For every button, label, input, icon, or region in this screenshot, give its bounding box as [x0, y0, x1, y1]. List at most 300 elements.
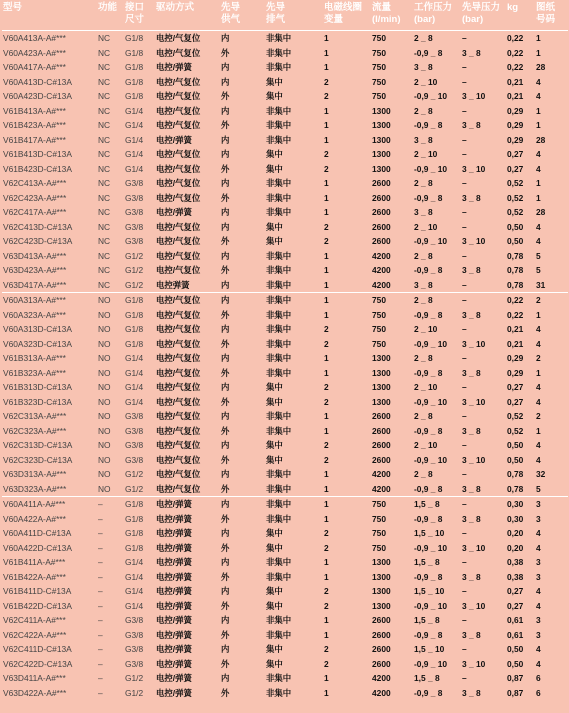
- cell-working-pressure: 2 _ 10: [414, 440, 438, 450]
- table-row: [2, 162, 568, 177]
- cell-function: NO: [98, 469, 111, 479]
- table-row: [2, 147, 568, 162]
- cell-solenoid-variant: 1: [324, 192, 329, 203]
- cell-function: –: [98, 629, 103, 640]
- cell-port-size: G1/4: [125, 586, 144, 596]
- cell-working-pressure: 3 _ 8: [414, 207, 433, 217]
- table-row: [2, 133, 568, 148]
- cell-weight: 0,27: [507, 600, 524, 611]
- cell-pilot-pressure: –: [461, 31, 506, 46]
- table-row: [2, 351, 568, 366]
- cell-drawing-number: 5: [536, 250, 541, 261]
- cell-flow: 2600: [372, 178, 391, 188]
- cell-solenoid-variant: 2: [324, 440, 329, 450]
- cell-actuation: 电控/弹簧: [156, 687, 192, 698]
- cell-working-pressure: -0,9 _ 8: [414, 47, 443, 58]
- cell-actuation: 电控/弹簧: [156, 673, 192, 683]
- cell-weight: 0,30: [506, 497, 535, 512]
- cell-flow: 4200: [372, 483, 391, 494]
- cell-model: V62C422A-A#***: [3, 629, 67, 640]
- cell-working-pressure: 1,5 _ 10: [414, 586, 445, 596]
- cell-pilot-exhaust: 非集中: [266, 324, 292, 334]
- cell-working-pressure: -0,9 _ 10: [414, 163, 448, 174]
- table-row: [2, 234, 568, 249]
- cell-actuation: 电控/弹簧: [156, 586, 192, 596]
- cell-solenoid-variant: 1: [324, 425, 329, 436]
- table-row: [2, 541, 568, 556]
- cell-drawing-number: 3: [536, 571, 541, 582]
- cell-working-pressure: 2 _ 8: [414, 411, 433, 421]
- cell-pilot-pressure: –: [462, 207, 467, 217]
- cell-solenoid-variant: 1: [324, 469, 329, 479]
- column-header-solenoid-variant: 电磁线圈 变量: [324, 2, 363, 25]
- cell-working-pressure: 2 _ 10: [414, 149, 438, 159]
- cell-solenoid-variant: 2: [324, 91, 329, 101]
- cell-weight: 0,29: [507, 353, 524, 363]
- cell-flow: 750: [371, 31, 413, 46]
- cell-weight: 0,27: [507, 586, 524, 596]
- cell-pilot-supply: 内: [221, 353, 230, 363]
- column-header-working-pressure: 工作压力 (bar): [414, 2, 453, 25]
- cell-drawing-number: 4: [536, 644, 541, 654]
- cell-flow: 750: [372, 47, 386, 58]
- cell-working-pressure: 1,5 _ 8: [414, 673, 440, 683]
- cell-function: –: [98, 600, 103, 611]
- cell-pilot-pressure: 3 _ 8: [462, 367, 481, 378]
- cell-pilot-pressure: 3 _ 10: [462, 542, 486, 553]
- cell-pilot-supply: 内: [221, 76, 230, 87]
- cell-pilot-exhaust: 非集中: [266, 353, 292, 363]
- cell-pilot-pressure: 3 _ 10: [462, 658, 486, 669]
- cell-function: NO: [98, 454, 111, 465]
- cell-pilot-exhaust: 非集中: [266, 557, 292, 567]
- cell-flow: 2600: [372, 425, 391, 436]
- cell-solenoid-variant: 2: [324, 76, 329, 87]
- cell-actuation: 电控/气复位: [156, 440, 201, 450]
- cell-pilot-exhaust: 非集中: [265, 293, 323, 308]
- cell-solenoid-variant: 1: [324, 265, 329, 275]
- cell-weight: 0,29: [507, 367, 524, 378]
- cell-pilot-exhaust: 集中: [266, 149, 283, 159]
- cell-model: V60A323D-C#13A: [3, 338, 72, 349]
- cell-pilot-exhaust: 集中: [266, 163, 283, 174]
- cell-port-size: G1/4: [125, 382, 144, 392]
- cell-pilot-pressure: –: [462, 149, 467, 159]
- cell-weight: 0,38: [507, 557, 524, 567]
- cell-model: V62C417A-A#***: [3, 207, 67, 217]
- cell-model: V62C411A-A#***: [3, 615, 66, 625]
- cell-pilot-pressure: 3 _ 8: [462, 571, 481, 582]
- cell-pilot-supply: 内: [220, 31, 265, 46]
- cell-function: –: [97, 497, 124, 512]
- cell-actuation: 电控/气复位: [156, 338, 201, 349]
- cell-pilot-pressure: –: [462, 324, 467, 334]
- cell-function: NC: [98, 47, 111, 58]
- cell-flow: 1300: [372, 163, 391, 174]
- table-row: [2, 671, 568, 686]
- table-row: [2, 467, 568, 482]
- cell-flow: 1300: [372, 149, 391, 159]
- cell-port-size: G1/2: [125, 279, 144, 290]
- cell-function: NO: [98, 411, 111, 421]
- cell-pilot-exhaust: 集中: [266, 658, 283, 669]
- cell-drawing-number: 4: [536, 396, 541, 407]
- cell-weight: 0,22: [507, 309, 524, 320]
- table-row: [2, 263, 568, 278]
- cell-actuation: 电控/气复位: [156, 411, 201, 421]
- cell-pilot-supply: 内: [221, 250, 230, 261]
- cell-solenoid-variant: 1: [324, 367, 329, 378]
- cell-function: NO: [98, 353, 111, 363]
- cell-pilot-pressure: –: [462, 353, 467, 363]
- cell-function: –: [98, 528, 103, 538]
- cell-working-pressure: -0,9 _ 8: [414, 120, 443, 130]
- cell-drawing-number: 4: [536, 382, 541, 392]
- cell-function: –: [98, 644, 103, 654]
- cell-solenoid-variant: 1: [324, 134, 329, 145]
- cell-drawing-number: 6: [536, 673, 541, 683]
- cell-model: V61B411D-C#13A: [3, 586, 72, 596]
- cell-weight: 0,78: [507, 265, 524, 275]
- cell-drawing-number: 4: [536, 324, 541, 334]
- table-row: [2, 526, 568, 541]
- cell-port-size: G1/2: [125, 265, 144, 275]
- cell-model: V60A413A-A#***: [2, 31, 97, 46]
- table-row: [2, 118, 568, 133]
- cell-model: V63D313A-A#***: [3, 469, 67, 479]
- cell-function: NC: [98, 76, 111, 87]
- cell-working-pressure: -0,9 _ 8: [414, 425, 443, 436]
- cell-pilot-exhaust: 集中: [266, 600, 283, 611]
- cell-pilot-pressure: –: [462, 673, 467, 683]
- cell-working-pressure: -0,9 _ 10: [414, 91, 448, 101]
- cell-flow: 4200: [372, 250, 391, 261]
- cell-solenoid-variant: 2: [324, 454, 329, 465]
- cell-actuation: 电控/气复位: [156, 367, 201, 378]
- cell-drawing-number: 2: [536, 411, 541, 421]
- valve-spec-table: [2, 0, 568, 700]
- table-row: [2, 293, 568, 308]
- table-row: [2, 599, 568, 614]
- cell-working-pressure: 3 _ 8: [414, 134, 433, 145]
- cell-port-size: G3/8: [125, 629, 144, 640]
- cell-drawing-number: 1: [536, 178, 541, 188]
- cell-pilot-pressure: 3 _ 8: [462, 629, 481, 640]
- cell-weight: 0,52: [507, 178, 524, 188]
- cell-pilot-pressure: –: [462, 105, 467, 116]
- cell-pilot-pressure: 3 _ 10: [462, 396, 486, 407]
- cell-working-pressure: 2 _ 8: [414, 178, 433, 188]
- table-row: [2, 89, 568, 104]
- cell-drawing-number: 4: [536, 454, 541, 465]
- cell-solenoid-variant: 1: [324, 629, 329, 640]
- cell-pilot-pressure: 3 _ 10: [462, 163, 486, 174]
- cell-drawing-number: 4: [536, 163, 541, 174]
- cell-flow: 4200: [372, 687, 391, 698]
- cell-actuation: 电控弹簧: [156, 279, 190, 290]
- table-row: [2, 191, 568, 206]
- cell-pilot-supply: 内: [221, 149, 230, 159]
- cell-pilot-supply: 外: [221, 425, 230, 436]
- cell-pilot-supply: 外: [221, 265, 230, 275]
- cell-model: V62C323A-A#***: [3, 425, 67, 436]
- cell-function: NC: [98, 149, 111, 159]
- cell-pilot-exhaust: 非集中: [265, 497, 323, 512]
- cell-solenoid-variant: 2: [324, 658, 329, 669]
- cell-weight: 0,52: [507, 411, 524, 421]
- cell-pilot-pressure: –: [462, 279, 467, 290]
- cell-working-pressure: -0,9 _ 8: [414, 687, 443, 698]
- cell-pilot-pressure: –: [462, 221, 467, 232]
- cell-function: –: [98, 615, 103, 625]
- cell-working-pressure: 2 _ 8: [414, 105, 433, 116]
- cell-working-pressure: 1,5 _ 8: [414, 557, 440, 567]
- cell-solenoid-variant: 1: [324, 62, 329, 72]
- table-row: [2, 482, 568, 497]
- cell-pilot-supply: 内: [221, 105, 230, 116]
- cell-working-pressure: -0,9 _ 8: [414, 192, 443, 203]
- cell-pilot-pressure: 3 _ 8: [462, 425, 481, 436]
- cell-function: –: [98, 571, 103, 582]
- cell-flow: 1300: [372, 382, 391, 392]
- cell-solenoid-variant: 1: [324, 483, 329, 494]
- cell-pilot-exhaust: 非集中: [266, 673, 292, 683]
- cell-drawing-number: 6: [536, 687, 541, 698]
- cell-pilot-exhaust: 非集中: [266, 483, 292, 494]
- cell-working-pressure: -0,9 _ 8: [414, 513, 443, 524]
- cell-flow: 750: [372, 324, 386, 334]
- cell-model: V61B422A-A#***: [3, 571, 66, 582]
- cell-pilot-exhaust: 集中: [266, 396, 283, 407]
- cell-actuation: 电控/气复位: [156, 265, 201, 275]
- cell-pilot-supply: 内: [221, 615, 230, 625]
- cell-actuation: 电控/弹簧: [156, 528, 192, 538]
- cell-function: NC: [98, 178, 111, 188]
- cell-weight: 0,20: [507, 542, 524, 553]
- cell-drawing-number: 4: [536, 338, 541, 349]
- cell-pilot-supply: 内: [221, 324, 230, 334]
- cell-pilot-exhaust: 非集中: [266, 687, 292, 698]
- table-row: [2, 642, 568, 657]
- cell-solenoid-variant: 1: [323, 293, 371, 308]
- cell-flow: 750: [372, 62, 386, 72]
- cell-solenoid-variant: 2: [324, 396, 329, 407]
- cell-port-size: G1/4: [125, 120, 144, 130]
- cell-pilot-pressure: 3 _ 10: [462, 236, 486, 246]
- cell-pilot-pressure: 3 _ 8: [462, 120, 481, 130]
- cell-drawing-number: 2: [536, 353, 541, 363]
- cell-solenoid-variant: 2: [324, 644, 329, 654]
- cell-weight: 0,61: [507, 629, 524, 640]
- cell-actuation: 电控/气复位: [156, 221, 201, 232]
- cell-actuation: 电控/气复位: [156, 396, 201, 407]
- cell-port-size: G1/8: [125, 338, 144, 349]
- cell-pilot-supply: 外: [221, 629, 230, 640]
- cell-model: V61B323A-A#***: [3, 367, 66, 378]
- cell-working-pressure: -0,9 _ 10: [414, 658, 448, 669]
- cell-port-size: G1/8: [124, 293, 155, 308]
- cell-model: V62C423A-A#***: [3, 192, 67, 203]
- cell-working-pressure: -0,9 _ 8: [414, 571, 443, 582]
- cell-drawing-number: 4: [536, 149, 541, 159]
- cell-actuation: 电控/气复位: [156, 382, 201, 392]
- cell-actuation: 电控/气复位: [156, 454, 201, 465]
- cell-port-size: G1/8: [125, 91, 144, 101]
- cell-function: NC: [98, 265, 111, 275]
- cell-port-size: G3/8: [125, 615, 144, 625]
- cell-drawing-number: 1: [536, 367, 541, 378]
- table-row: [2, 366, 568, 381]
- cell-drawing-number: 1: [536, 425, 541, 436]
- cell-pilot-supply: 内: [221, 557, 230, 567]
- cell-pilot-pressure: –: [462, 644, 467, 654]
- cell-actuation: 电控/气复位: [155, 31, 220, 46]
- cell-model: V63D411A-A#***: [3, 673, 66, 683]
- cell-working-pressure: 2 _ 8: [413, 293, 461, 308]
- cell-pilot-exhaust: 非集中: [266, 105, 292, 116]
- cell-pilot-exhaust: 非集中: [266, 265, 292, 275]
- cell-pilot-pressure: –: [462, 382, 467, 392]
- column-header-pilot-pressure: 先导压力 (bar): [462, 2, 501, 25]
- cell-solenoid-variant: 1: [324, 673, 329, 683]
- cell-port-size: G3/8: [125, 454, 144, 465]
- table-row: [2, 104, 568, 119]
- cell-port-size: G3/8: [125, 644, 144, 654]
- column-header-drawing-number: 图纸 号码: [536, 2, 556, 25]
- cell-weight: 0,29: [507, 120, 524, 130]
- cell-pilot-supply: 外: [221, 47, 230, 58]
- cell-pilot-supply: 外: [221, 120, 230, 130]
- cell-port-size: G1/8: [125, 62, 144, 72]
- cell-drawing-number: 1: [536, 105, 541, 116]
- cell-port-size: G1/4: [125, 367, 144, 378]
- cell-flow: 1300: [372, 120, 391, 130]
- cell-model: V60A323A-A#***: [3, 309, 66, 320]
- cell-model: V60A422A-A#***: [3, 513, 66, 524]
- cell-pilot-exhaust: 非集中: [266, 338, 292, 349]
- cell-pilot-pressure: 3 _ 8: [462, 192, 481, 203]
- column-header-model: 型号: [3, 2, 23, 13]
- cell-weight: 0,50: [507, 454, 524, 465]
- cell-weight: 0,22: [506, 31, 535, 46]
- cell-solenoid-variant: 2: [324, 163, 329, 174]
- table-row: [2, 497, 568, 512]
- column-header-pilot-exhaust: 先导 排气: [266, 2, 286, 25]
- cell-actuation: 电控/气复位: [156, 250, 201, 261]
- cell-pilot-pressure: 3 _ 10: [462, 91, 486, 101]
- cell-pilot-pressure: 3 _ 10: [462, 600, 486, 611]
- cell-pilot-supply: 内: [221, 673, 230, 683]
- cell-pilot-supply: 内: [221, 134, 230, 145]
- column-header-function: 功能: [98, 2, 118, 13]
- cell-flow: 2600: [372, 629, 391, 640]
- cell-solenoid-variant: 2: [324, 221, 329, 232]
- cell-pilot-supply: 内: [220, 497, 265, 512]
- cell-actuation: 电控/气复位: [156, 76, 201, 87]
- cell-weight: 0,78: [507, 279, 524, 290]
- cell-function: NC: [98, 192, 111, 203]
- cell-flow: 2600: [372, 440, 391, 450]
- cell-actuation: 电控/弹簧: [156, 542, 192, 553]
- cell-weight: 0,50: [507, 221, 524, 232]
- cell-weight: 0,78: [507, 250, 524, 261]
- cell-pilot-exhaust: 非集中: [266, 192, 292, 203]
- cell-actuation: 电控/气复位: [156, 483, 201, 494]
- cell-pilot-supply: 外: [221, 309, 230, 320]
- cell-pilot-supply: 内: [221, 586, 230, 596]
- cell-drawing-number: 1: [536, 47, 541, 58]
- cell-working-pressure: 2 _ 10: [414, 76, 438, 87]
- cell-drawing-number: 4: [536, 221, 541, 232]
- cell-model: V62C413D-C#13A: [3, 221, 73, 232]
- cell-pilot-pressure: 3 _ 8: [462, 47, 481, 58]
- cell-working-pressure: -0,9 _ 10: [414, 338, 448, 349]
- cell-pilot-exhaust: 非集中: [266, 367, 292, 378]
- cell-pilot-pressure: 3 _ 10: [462, 454, 486, 465]
- cell-actuation: 电控/弹簧: [155, 497, 220, 512]
- cell-flow: 2600: [372, 221, 391, 232]
- cell-port-size: G1/4: [125, 134, 144, 145]
- cell-port-size: G1/8: [124, 497, 155, 512]
- table-row: [2, 657, 568, 672]
- cell-flow: 750: [372, 309, 386, 320]
- cell-solenoid-variant: 1: [324, 47, 329, 58]
- cell-flow: 750: [372, 338, 386, 349]
- cell-pilot-pressure: –: [462, 528, 467, 538]
- cell-pilot-exhaust: 非集中: [266, 411, 292, 421]
- cell-pilot-exhaust: 集中: [266, 454, 283, 465]
- cell-weight: 0,50: [507, 658, 524, 669]
- cell-actuation: 电控/气复位: [156, 469, 201, 479]
- cell-model: V63D423A-A#***: [3, 265, 67, 275]
- cell-drawing-number: 28: [536, 62, 546, 72]
- cell-actuation: 电控/弹簧: [156, 134, 192, 145]
- cell-drawing-number: 28: [536, 207, 546, 217]
- cell-working-pressure: 1,5 _ 8: [413, 497, 461, 512]
- cell-solenoid-variant: 1: [324, 178, 329, 188]
- cell-flow: 1300: [372, 586, 391, 596]
- cell-port-size: G1/8: [125, 324, 144, 334]
- cell-flow: 750: [372, 91, 386, 101]
- cell-drawing-number: 4: [536, 586, 541, 596]
- cell-port-size: G1/8: [125, 513, 144, 524]
- cell-model: V60A411A-A#***: [2, 497, 97, 512]
- cell-pilot-exhaust: 非集中: [266, 120, 292, 130]
- cell-solenoid-variant: 2: [324, 338, 329, 349]
- cell-flow: 1300: [372, 367, 391, 378]
- cell-weight: 0,21: [507, 76, 524, 87]
- table-row: [2, 220, 568, 235]
- cell-port-size: G1/4: [125, 105, 144, 116]
- table-row: [2, 31, 568, 46]
- cell-pilot-exhaust: 集中: [266, 644, 283, 654]
- cell-pilot-pressure: –: [462, 178, 467, 188]
- cell-model: V61B423A-A#***: [3, 120, 66, 130]
- cell-model: V63D422A-A#***: [3, 687, 67, 698]
- column-header-port-size: 接口 尺寸: [125, 2, 145, 25]
- cell-actuation: 电控/气复位: [156, 163, 201, 174]
- cell-actuation: 电控/弹簧: [156, 207, 192, 217]
- cell-flow: 2600: [372, 236, 391, 246]
- cell-model: V63D417A-A#***: [3, 279, 67, 290]
- cell-pilot-supply: 内: [221, 62, 230, 72]
- cell-pilot-supply: 外: [221, 396, 230, 407]
- cell-solenoid-variant: 1: [324, 411, 329, 421]
- cell-pilot-exhaust: 集中: [266, 586, 283, 596]
- cell-weight: 0,22: [506, 293, 535, 308]
- table-header: [2, 0, 568, 31]
- cell-solenoid-variant: 1: [324, 250, 329, 261]
